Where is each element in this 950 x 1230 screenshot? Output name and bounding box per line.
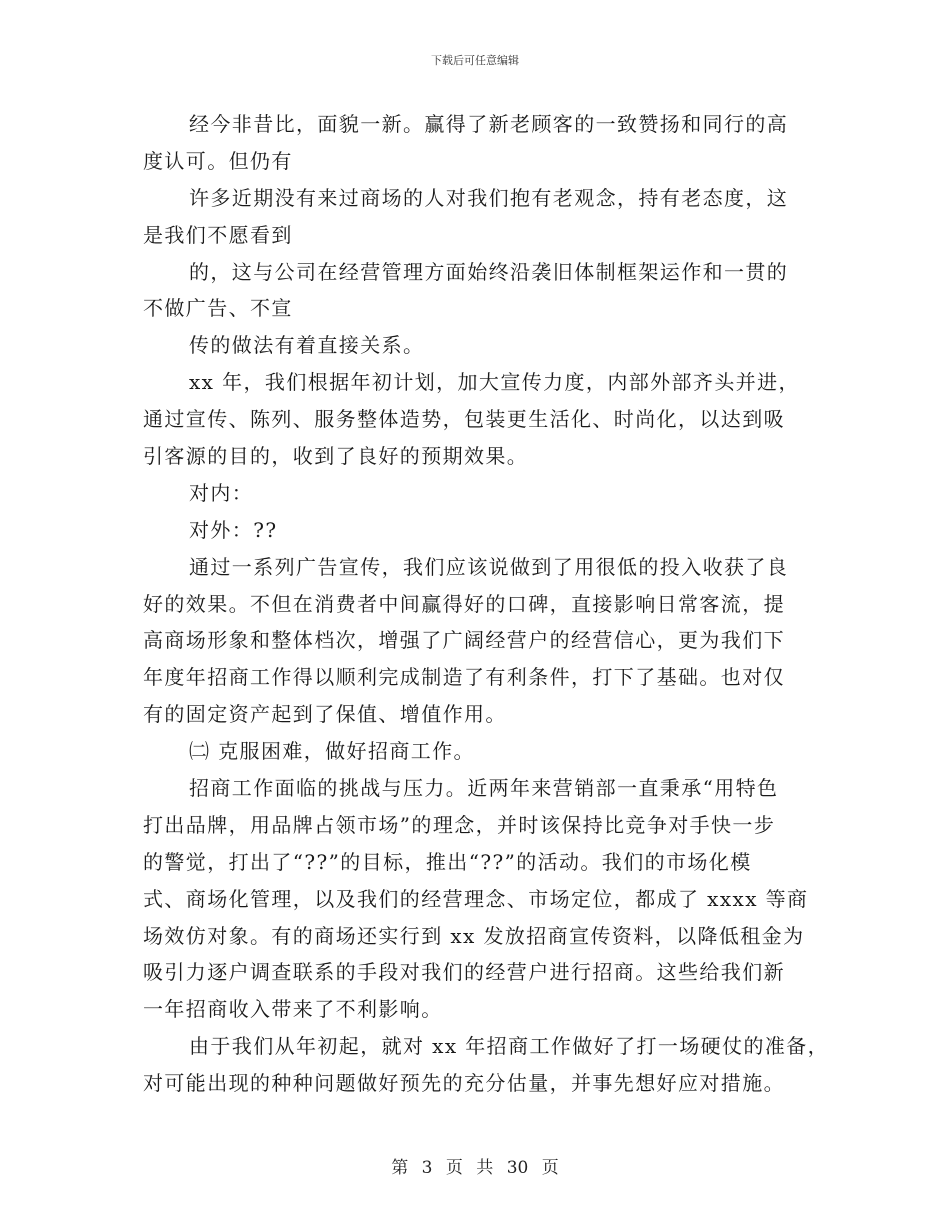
text-line: 一年招商收入带来了不利影响。 [143, 997, 443, 1022]
text-line: 年度年招商工作得以顺利完成制造了有利条件，打下了基础。也对仅 [143, 665, 785, 690]
page-footer: 第 3 页 共 30 页 [391, 1158, 559, 1178]
text-line: 度认可。但仍有 [143, 148, 293, 173]
text-line: 有的固定资产起到了保值、增值作用。 [143, 702, 507, 727]
document-body [143, 106, 830, 1102]
page-header: 下载后可任意编辑 [431, 54, 519, 67]
text-line: xx 年，我们根据年初计划，加大宣传力度，内部外部齐头并进， [189, 370, 800, 395]
text-line: 通过一系列广告宣传，我们应该说做到了用很低的投入收获了良 [189, 554, 789, 579]
text-line: 许多近期没有来过商场的人对我们抱有老观念，持有老态度，这 [189, 185, 789, 210]
text-line: 打出品牌，用品牌占领市场”的理念，并时该保持比竞争对手快一步 [143, 812, 776, 837]
text-line: ㈡ 克服困难，做好招商工作。 [189, 739, 475, 764]
text-line: 通过宣传、陈列、服务整体造势，包装更生活化、时尚化，以达到吸 [143, 407, 785, 432]
text-line: 由于我们从年初起，就对 xx 年招商工作做好了打一场硬仗的准备， [189, 1034, 830, 1059]
text-line: 经今非昔比，面貌一新。赢得了新老顾客的一致赞扬和同行的高 [189, 112, 789, 136]
text-line: 吸引力逐户调查联系的手段对我们的经营户进行招商。这些给我们新 [143, 960, 785, 985]
text-line: 对可能出现的种种问题做好预先的充分估量，并事先想好应对措施。 [143, 1071, 785, 1096]
text-line: 对内： [189, 480, 254, 505]
text-line: 的警觉，打出了“??”的目标，推出“??”的活动。我们的市场化模 [143, 849, 752, 874]
text-line: 传的做法有着直接关系。 [189, 333, 425, 358]
text-line: 对外：?? [189, 517, 278, 542]
text-line: 的，这与公司在经营管理方面始终沿袭旧体制框架运作和一贯的 [189, 259, 789, 284]
text-line: 招商工作面临的挑战与压力。近两年来营销部一直秉承“用特色 [189, 776, 779, 801]
text-line: 高商场形象和整体档次，增强了广阔经营户的经营信心，更为我们下 [143, 628, 785, 653]
text-line: 不做广告、不宣 [143, 296, 293, 321]
text-line: 是我们不愿看到 [143, 222, 293, 247]
text-line: 引客源的目的，收到了良好的预期效果。 [143, 444, 529, 469]
text-line: 场效仿对象。有的商场还实行到 xx 发放招商宣传资料，以降低租金为 [143, 923, 805, 948]
text-line: 好的效果。不但在消费者中间赢得好的口碑，直接影响日常客流，提 [143, 591, 785, 616]
text-line: 式、商场化管理，以及我们的经营理念、市场定位，都成了 xxxx 等商 [143, 886, 809, 911]
